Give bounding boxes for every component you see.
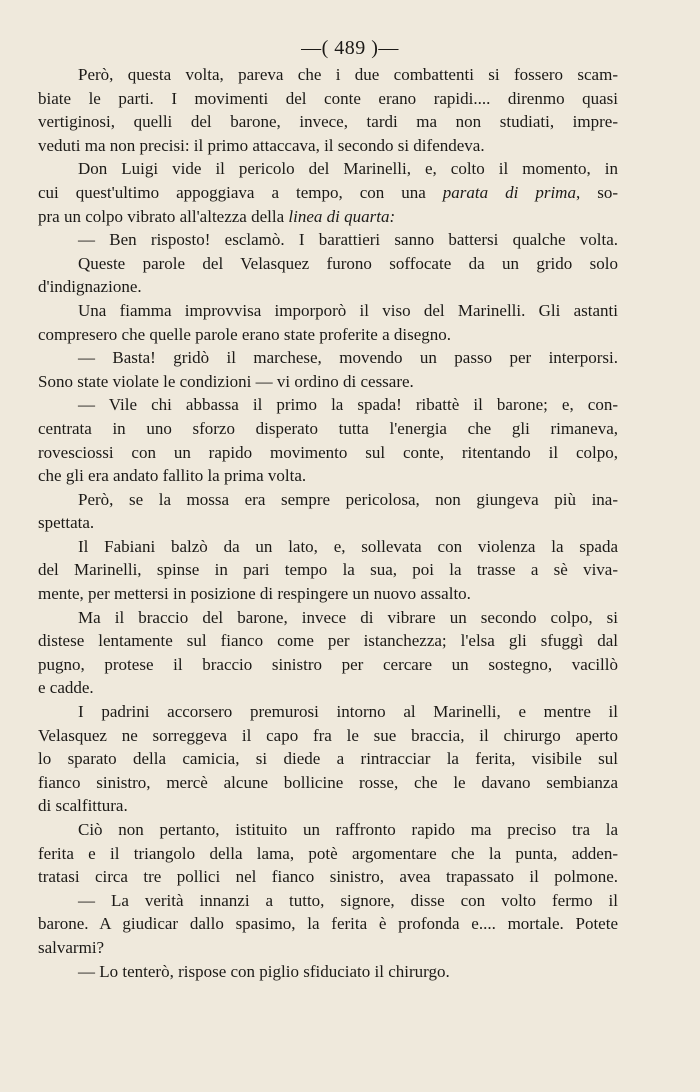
text-line: fianco sinistro, mercè alcune bollicine rosse, che le davano sembianza — [38, 772, 618, 792]
text-line: Però, questa volta, pareva che i due combattenti si fossero scam- — [78, 65, 618, 84]
text-line: e cadde. — [38, 678, 94, 698]
text-line: pra un colpo vibrato all'altezza della linea di quarta: — [38, 206, 396, 226]
text-line: Ma il braccio del barone, invece di vibrare un secondo colpo, si — [78, 607, 618, 627]
text-line: barone. A giudicar dallo spasimo, la ferita è profonda e.... mortale. Potete — [38, 914, 618, 934]
text-line: I padrini accorsero premurosi intorno al Marinelli, e mentre il — [78, 702, 618, 722]
text-line: che gli era andato fallito la prima volta. — [38, 466, 307, 486]
italic-term: linea di quarta: — [288, 206, 396, 226]
text-line: di scalfittura. — [38, 796, 128, 816]
text-line: — Basta! gridò il marchese, movendo un passo per interporsi. — [78, 348, 618, 368]
text-line: Queste parole del Velasquez furono soffocate da un grido solo — [78, 253, 618, 273]
text-line: — La verità innanzi a tutto, signore, disse con volto fermo il — [78, 890, 618, 910]
text-line: salvarmi? — [38, 937, 105, 957]
text-line: tratasi circa tre pollici nel fianco sinistro, avea trapassato il polmone. — [38, 867, 618, 887]
text-line: biate le parti. I movimenti del conte erano rapidi.... direnmo quasi — [38, 88, 618, 108]
text-line: pugno, protese il braccio sinistro per cercare un sostegno, vacillò — [38, 654, 618, 674]
text-line: cui quest'ultimo appoggiava a tempo, con una parata di prima, so- — [38, 182, 618, 202]
text-line: del Marinelli, spinse in pari tempo la sua, poi la trasse a sè viva- — [38, 560, 618, 580]
text-line: centrata in uno sforzo disperato tutta l'energia che gli rimaneva, — [38, 418, 618, 438]
text-line: — Ben risposto! esclamò. I barattieri sanno battersi qualche volta. — [78, 230, 618, 250]
text-line: mente, per mettersi in posizione di respingere un nuovo assalto. — [38, 584, 471, 604]
text-line: Il Fabiani balzò da un lato, e, sollevata con violenza la spada — [78, 536, 618, 556]
text-line: — Lo tenterò, rispose con piglio sfiduciato il chirurgo. — [78, 961, 450, 981]
text-line: spettata. — [38, 513, 95, 533]
text-line: Una fiamma improvvisa imporporò il viso del Marinelli. Gli astanti — [78, 300, 618, 320]
text-line: Don Luigi vide il pericolo del Marinelli, e, colto il momento, in — [78, 159, 618, 179]
italic-term: parata di prima — [442, 182, 576, 202]
text-line: distese lentamente sul fianco come per istanchezza; l'elsa gli sfuggì dal — [38, 631, 618, 651]
text-line: Velasquez ne sorreggeva il capo fra le sue braccia, il chirurgo aperto — [38, 725, 618, 745]
text-line: Però, se la mossa era sempre pericolosa, non giungeva più ina- — [78, 489, 618, 509]
text-line: veduti ma non precisi: il primo attaccava, il secondo si difendeva. — [38, 135, 485, 155]
page-number: —( 489 )— — [301, 37, 399, 59]
text-line: — Vile chi abbassa il primo la spada! ribattè il barone; e, con- — [78, 395, 618, 415]
text-line: lo sparato della camicia, si diede a rintracciar la ferita, visibile sul — [38, 749, 618, 769]
text-line: d'indignazione. — [38, 277, 142, 297]
text-line: ferita e il triangolo della lama, potè argomentare che la punta, adden- — [38, 843, 618, 863]
text-line: Sono state violate le condizioni — vi ordino di cessare. — [38, 371, 414, 391]
text-line: rovesciossi con un rapido movimento sul conte, ritentando il colpo, — [38, 442, 618, 462]
page-body-text — [38, 63, 618, 983]
text-line: compresero che quelle parole erano state proferite a disegno. — [38, 324, 452, 344]
text-line: vertiginosi, quelli del barone, invece, tardi ma non studiati, impre- — [38, 112, 618, 132]
text-line: Ciò non pertanto, istituito un raffronto rapido ma preciso tra la — [78, 820, 618, 839]
